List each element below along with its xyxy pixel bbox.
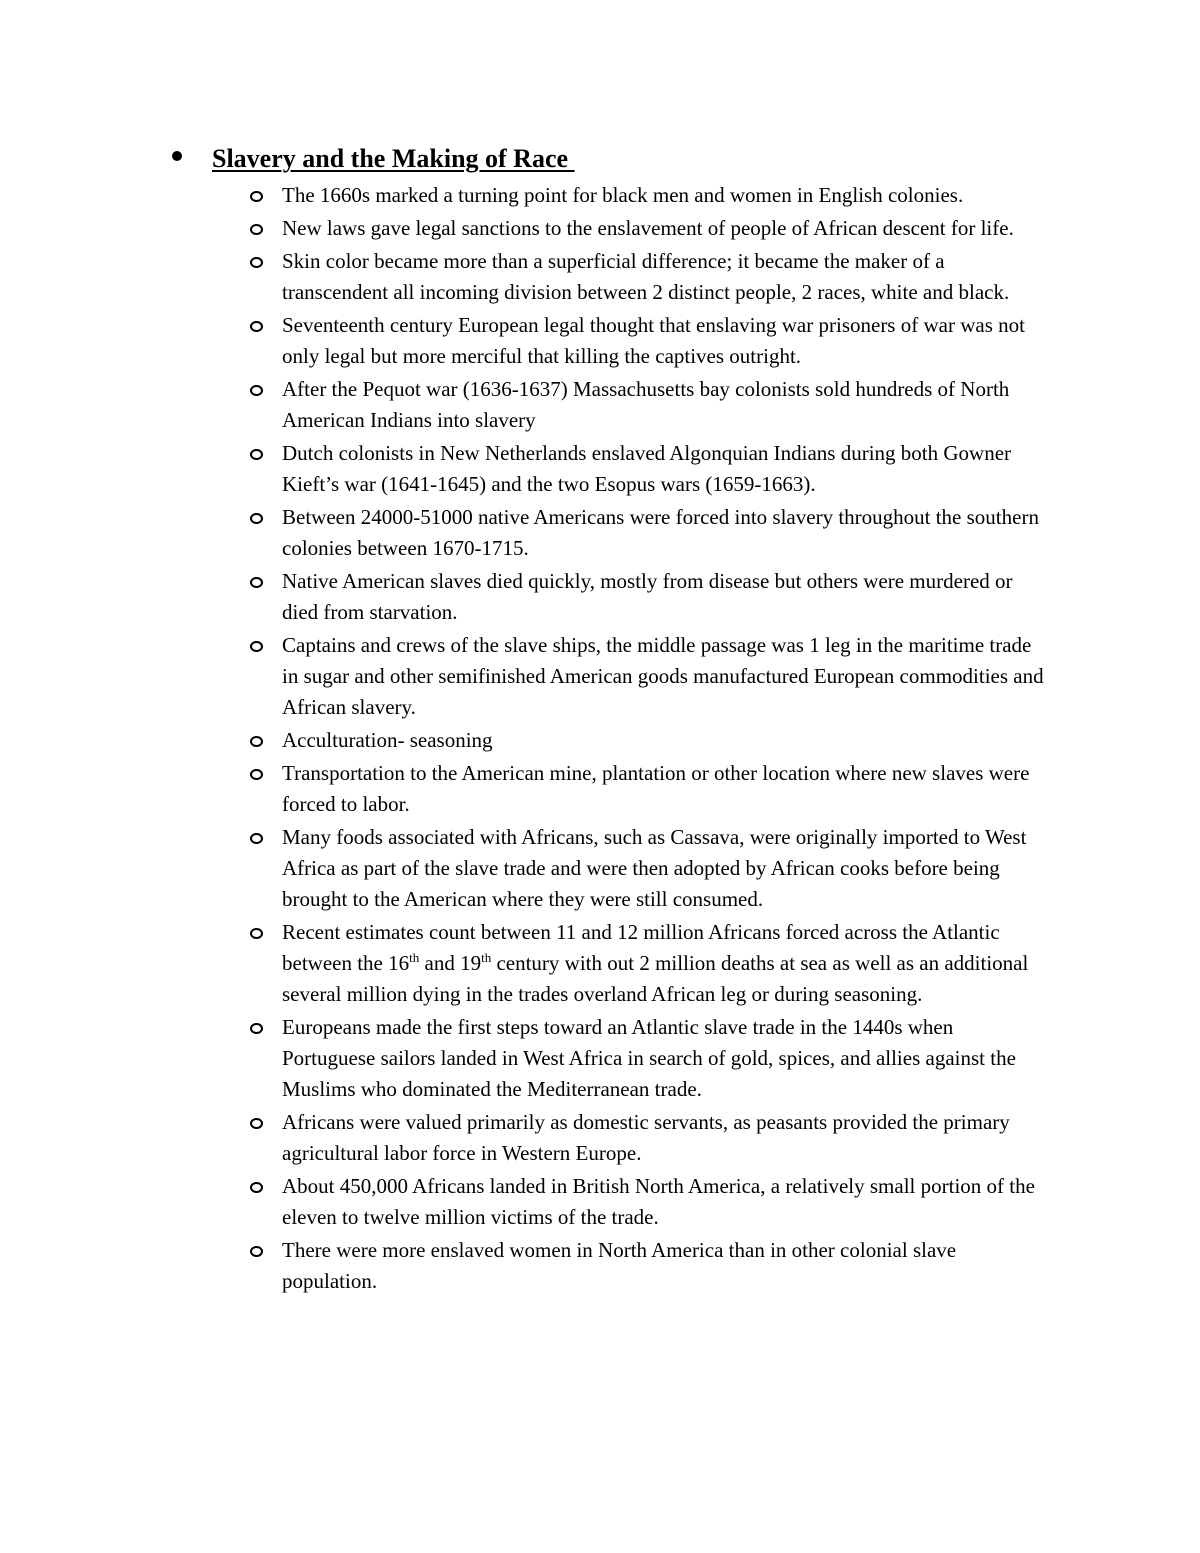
list-item: [250, 725, 1050, 756]
text-run: century with out 2 million deaths at sea as well as an additional several million dying in the trades overland African leg or during seasoning.: [282, 951, 1029, 1006]
bullet-circle-icon: [250, 736, 263, 747]
text-run: and 19: [419, 951, 482, 975]
list-item: [250, 213, 1050, 244]
bullet-circle-icon: [250, 1118, 263, 1129]
bullet-circle-icon: [250, 191, 263, 202]
list-item: [250, 1171, 1050, 1233]
list-item-text: There were more enslaved women in North America than in other colonial slave population.: [282, 1238, 957, 1293]
bullet-circle-icon: [250, 224, 263, 235]
list-item: [250, 566, 1050, 628]
bullet-circle-icon: [250, 1023, 263, 1034]
bullet-circle-icon: [250, 833, 263, 844]
list-item: [250, 1235, 1050, 1297]
bullet-circle-icon: [250, 1182, 263, 1193]
list-item: [250, 758, 1050, 820]
list-item-text: Captains and crews of the slave ships, the middle passage was 1 leg in the maritime trade in sugar and other semifinished American goods manufactured European commodities and African slavery.: [282, 633, 1044, 719]
list-item: [250, 246, 1050, 308]
section-heading: Slavery and the Making of Race: [212, 144, 575, 173]
list-item: [250, 502, 1050, 564]
list-item: [250, 1012, 1050, 1105]
list-item-text: Seventeenth century European legal thought that enslaving war prisoners of war was not only legal but more merciful that killing the captives outright.: [282, 313, 1025, 368]
list-item: [250, 374, 1050, 436]
list-item: [250, 1107, 1050, 1169]
bullet-circle-icon: [250, 577, 263, 588]
bullet-circle-icon: [250, 641, 263, 652]
list-item-text: Africans were valued primarily as domestic servants, as peasants provided the primary agricultural labor force in Western Europe.: [282, 1110, 1010, 1165]
list-item-text: Transportation to the American mine, plantation or other location where new slaves were forced to labor.: [282, 761, 1030, 816]
list-item: [250, 438, 1050, 500]
bullet-circle-icon: [250, 449, 263, 460]
list-item: [250, 630, 1050, 723]
list-item-text: About 450,000 Africans landed in British North America, a relatively small portion of the eleven to twelve million victims of the trade.: [282, 1174, 1035, 1229]
bullet-circle-icon: [250, 321, 263, 332]
list-item: [250, 180, 1050, 211]
list-item-text: Skin color became more than a superficial difference; it became the maker of a transcendent all incoming division between 2 distinct people, 2 races, white and black.: [282, 249, 1010, 304]
bullet-circle-icon: [250, 385, 263, 396]
superscript-text: th: [409, 950, 420, 965]
list-item-text: New laws gave legal sanctions to the enslavement of people of African descent for life.: [282, 216, 1014, 240]
text-run: Recent estimates count between 11 and 12 million Africans forced across the Atlantic between the 16: [282, 920, 1000, 975]
bullet-circle-icon: [250, 769, 263, 780]
list-item-text: After the Pequot war (1636-1637) Massachusetts bay colonists sold hundreds of North American Indians into slavery: [282, 377, 1010, 432]
list-item-text: The 1660s marked a turning point for black men and women in English colonies.: [282, 183, 964, 207]
list-item-text: Native American slaves died quickly, mostly from disease but others were murdered or died from starvation.: [282, 569, 1013, 624]
list-item: [250, 822, 1050, 915]
list-item-text: Between 24000-51000 native Americans were forced into slavery throughout the southern colonies between 1670-1715.: [282, 505, 1039, 560]
list-item: [250, 310, 1050, 372]
list-item-text: Acculturation- seasoning: [282, 728, 493, 752]
list-item: [250, 917, 1050, 1010]
list-item-text: Europeans made the first steps toward an Atlantic slave trade in the 1440s when Portuguese sailors landed in West Africa in search of gold, spices, and allies against the Muslims who dominated the Mediterranean trade.: [282, 1015, 1016, 1101]
bullet-circle-icon: [250, 928, 263, 939]
list-item-text: Dutch colonists in New Netherlands enslaved Algonquian Indians during both Gowner Kieft’s war (1641-1645) and the two Esopus wars (1659-1663).: [282, 441, 1012, 496]
bullet-circle-icon: [250, 257, 263, 268]
bullet-disc-icon: [172, 151, 182, 161]
bullet-circle-icon: [250, 513, 263, 524]
list-item-text: Many foods associated with Africans, such as Cassava, were originally imported to West Africa as part of the slave trade and were then adopted by African cooks before being brought to the American where they were still consumed.: [282, 825, 1027, 911]
sub-bullet-list: [250, 180, 1050, 1299]
bullet-circle-icon: [250, 1246, 263, 1257]
superscript-text: th: [481, 950, 492, 965]
list-item-text: [282, 920, 1028, 1006]
